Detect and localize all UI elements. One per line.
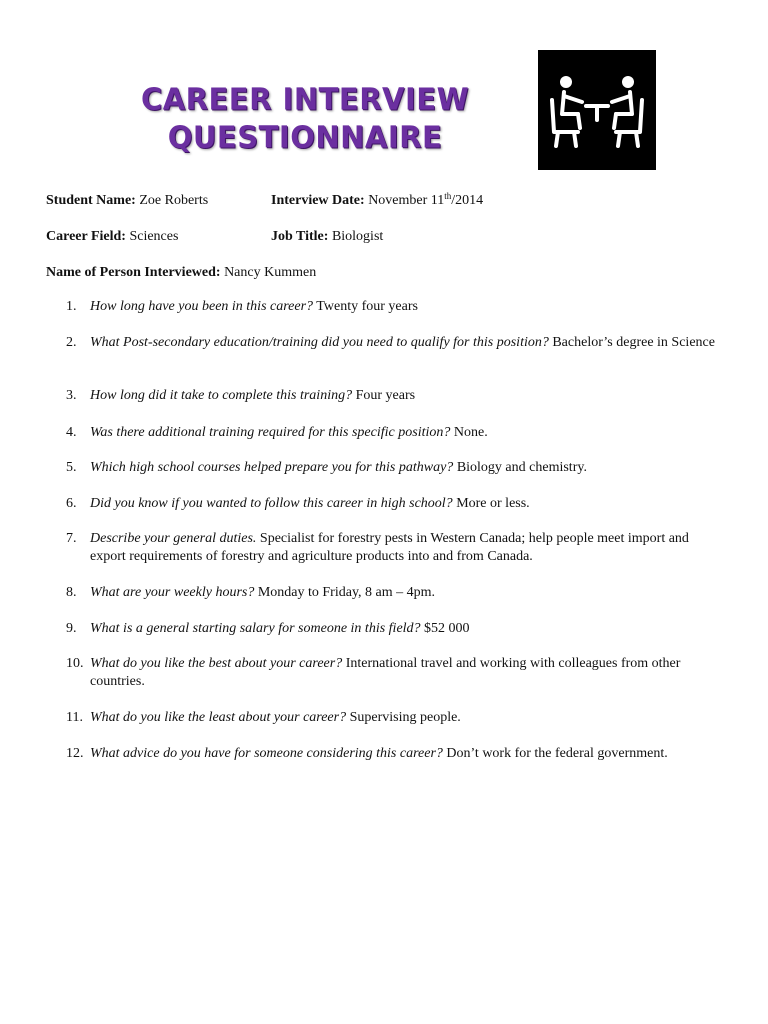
question-text: How long have you been in this career? (90, 299, 314, 314)
question-number: 9. (66, 621, 77, 636)
person-interviewed-row (46, 264, 316, 282)
question-body (90, 424, 720, 442)
question-body (90, 298, 720, 316)
question-text: Was there additional training required for this specific position? (90, 425, 451, 440)
interview-date-label: Interview Date: (271, 193, 365, 208)
question-text: Describe your general duties. (90, 531, 257, 546)
question-body (90, 745, 720, 763)
interview-date-value: November 11th/2014 (368, 191, 484, 208)
question-text: What Post-secondary education/training did you need to qualify for this position? (90, 335, 549, 350)
career-field-value: Sciences (129, 229, 179, 244)
question-body (90, 584, 720, 602)
answer-text: None. (453, 425, 488, 440)
question-number: 4. (66, 425, 77, 440)
answer-text: Bachelor’s degree in Science (552, 335, 715, 350)
question-number: 5. (66, 460, 77, 475)
question-body (90, 709, 720, 727)
interview-date-row (271, 192, 483, 210)
answer-text: International travel and working with colleagues from other countries. (90, 656, 681, 689)
answer-text: Biology and chemistry. (456, 460, 587, 475)
answer-text: Supervising people. (349, 710, 461, 725)
question-number: 12. (66, 746, 84, 761)
job-title-row (271, 228, 383, 246)
question-text: Did you know if you wanted to follow this career in high school? (90, 496, 453, 511)
question-number: 1. (66, 299, 77, 314)
career-field-row (46, 228, 178, 246)
interview-people-icon (538, 50, 656, 170)
question-number: 2. (66, 335, 77, 350)
title-line-1: CAREER INTERVIEW (140, 81, 470, 117)
title-line-2: QUESTIONNAIRE (167, 119, 443, 155)
answer-text: $52 000 (424, 621, 470, 636)
question-body (90, 459, 720, 477)
person-interviewed-label: Name of Person Interviewed: (46, 265, 221, 280)
question-body (90, 530, 720, 566)
answer-text: Don’t work for the federal government. (446, 746, 668, 761)
question-number: 6. (66, 496, 77, 511)
answer-text: Monday to Friday, 8 am – 4pm. (257, 585, 436, 600)
question-text: What do you like the least about your career? (90, 710, 347, 725)
question-body (90, 495, 720, 513)
career-field-label: Career Field: (46, 229, 126, 244)
job-title-label: Job Title: (271, 229, 329, 244)
answer-text: Specialist for forestry pests in Western Canada; help people meet import and export requirements of forestry and agriculture products into and from Canada. (90, 531, 689, 564)
student-name-label: Student Name: (46, 193, 136, 208)
answer-text: Twenty four years (316, 299, 418, 314)
answer-text: Four years (355, 388, 416, 403)
question-text: What is a general starting salary for someone in this field? (90, 621, 421, 636)
question-number: 10. (66, 656, 84, 671)
question-body (90, 334, 720, 352)
job-title-value: Biologist (331, 229, 384, 244)
question-body (90, 620, 720, 638)
question-text: How long did it take to complete this training? (90, 388, 353, 403)
document-title (140, 80, 470, 156)
question-text: What are your weekly hours? (90, 585, 255, 600)
question-body (90, 655, 720, 691)
question-text: What do you like the best about your career? (90, 656, 343, 671)
person-interviewed-value: Nancy Kummen (224, 265, 317, 280)
question-number: 7. (66, 531, 77, 546)
question-number: 8. (66, 585, 77, 600)
question-number: 3. (66, 388, 77, 403)
question-number: 11. (66, 710, 83, 725)
answer-text: More or less. (456, 496, 530, 511)
question-body (90, 387, 720, 405)
student-name-value: Zoe Roberts (139, 193, 209, 208)
question-text: Which high school courses helped prepare you for this pathway? (90, 460, 454, 475)
student-name-row (46, 192, 208, 210)
question-text: What advice do you have for someone considering this career? (90, 746, 443, 761)
